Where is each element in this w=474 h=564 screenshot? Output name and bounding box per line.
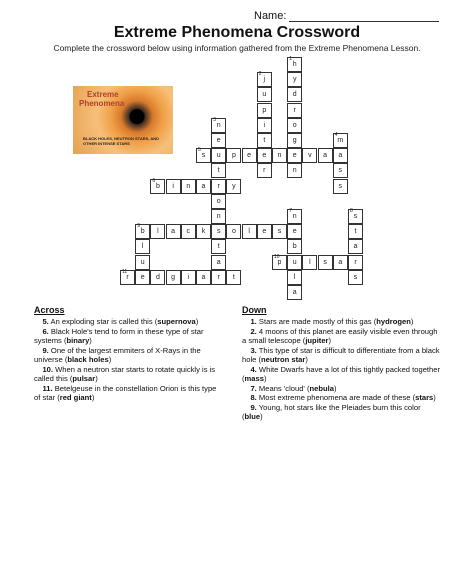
instructions: Complete the crossword below using information gathered from the Extreme Phenomena Lesson.: [53, 43, 421, 53]
clue-number: 4: [334, 132, 338, 138]
crossword-cell[interactable]: o: [287, 118, 302, 133]
crossword-cell[interactable]: o: [211, 194, 226, 209]
clue-down-2: 2. 4 moons of this planet are easily visible even through a small telescope (jupiter): [242, 326, 438, 345]
crossword-cell[interactable]: r 11: [120, 270, 135, 285]
crossword-cell[interactable]: r: [287, 103, 302, 118]
across-clues: [34, 317, 224, 403]
crossword-cell[interactable]: n 3: [211, 118, 226, 133]
crossword-cell[interactable]: l: [150, 224, 165, 239]
crossword-cell[interactable]: u: [135, 255, 150, 270]
crossword-cell[interactable]: y: [287, 72, 302, 87]
crossword-cell[interactable]: t: [348, 224, 363, 239]
crossword-cell[interactable]: h 1: [287, 57, 302, 72]
crossword-cell[interactable]: d: [287, 87, 302, 102]
clue-number: 11: [122, 268, 128, 275]
crossword-cell[interactable]: b 6: [150, 179, 165, 194]
clue-down-7: 7. Means 'cloud' (nebula): [250, 383, 337, 393]
crossword-cell[interactable]: n: [211, 209, 226, 224]
crossword-cell[interactable]: l: [287, 270, 302, 285]
crossword-cell[interactable]: u: [211, 148, 226, 163]
crossword-cell[interactable]: t: [257, 133, 272, 148]
crossword-cell[interactable]: a: [166, 224, 181, 239]
crossword-cell[interactable]: n: [181, 179, 196, 194]
crossword-cell[interactable]: k: [196, 224, 211, 239]
crossword-cell[interactable]: s: [211, 224, 226, 239]
crossword-cell[interactable]: p 10: [272, 255, 287, 270]
crossword-cell[interactable]: a: [348, 239, 363, 254]
crossword-cell[interactable]: d: [150, 270, 165, 285]
clue-down-9: 9. Young, hot stars like the Pleiades burn this color (blue): [242, 402, 421, 421]
crossword-cell[interactable]: g: [287, 133, 302, 148]
crossword-cell[interactable]: i: [181, 270, 196, 285]
crossword-cell[interactable]: r: [257, 163, 272, 178]
crossword-cell[interactable]: u: [287, 255, 302, 270]
crossword-cell[interactable]: c: [181, 224, 196, 239]
crossword-cell[interactable]: b 9: [135, 224, 150, 239]
crossword-cell[interactable]: s: [272, 224, 287, 239]
across-heading: Across: [34, 305, 65, 315]
page-title: Extreme Phenomena Crossword: [113, 24, 361, 41]
crossword-cell[interactable]: n: [272, 148, 287, 163]
cover-title-line2: Phenomena: [79, 99, 125, 108]
crossword-cell[interactable]: l: [135, 239, 150, 254]
crossword-cell[interactable]: e: [257, 148, 272, 163]
crossword-cell[interactable]: t: [226, 270, 241, 285]
crossword-cell[interactable]: s 8: [348, 209, 363, 224]
crossword-cell[interactable]: s: [348, 270, 363, 285]
crossword-cell[interactable]: r: [348, 255, 363, 270]
crossword-cell[interactable]: t: [211, 163, 226, 178]
clue-number: 9: [137, 223, 140, 230]
crossword-cell[interactable]: b: [287, 239, 302, 254]
crossword-cell[interactable]: a: [211, 255, 226, 270]
name-line: [254, 10, 439, 22]
crossword-cell[interactable]: n: [287, 163, 302, 178]
crossword-cell[interactable]: g: [166, 270, 181, 285]
crossword-cell[interactable]: a: [333, 255, 348, 270]
crossword-cell[interactable]: l: [242, 224, 257, 239]
clue-number: 10: [274, 253, 280, 260]
down-heading: Down: [242, 305, 267, 315]
clue-number: 8: [350, 208, 353, 214]
clue-down-4: 4. White Dwarfs have a lot of this tightly packed together (mass): [242, 364, 440, 383]
crossword-cell[interactable]: a: [333, 148, 348, 163]
clue-across-10: 10. When a neutron star starts to rotate quickly is is called this (pulsar): [34, 364, 216, 383]
crossword-cell[interactable]: j 2: [257, 72, 272, 87]
crossword-cell[interactable]: e: [257, 224, 272, 239]
clue-across-6: 6. Black Hole's tend to form in these type of star systems (binary): [34, 326, 204, 345]
cover-caption: BLACK HOLES, NEUTRON STARS, AND OTHER INTENSE STARS: [83, 136, 159, 146]
clue-number: 5: [198, 147, 201, 154]
clue-number: 6: [152, 177, 156, 184]
crossword-cell[interactable]: s: [318, 255, 333, 270]
crossword-cell[interactable]: s 5: [196, 148, 211, 163]
clue-number: 1: [289, 56, 292, 62]
crossword-cell[interactable]: o: [226, 224, 241, 239]
crossword-cell[interactable]: r: [211, 270, 226, 285]
cover-title-line1: Extreme: [87, 90, 119, 99]
crossword-cell[interactable]: l: [302, 255, 317, 270]
down-clues: [242, 317, 442, 422]
cover-image: [73, 86, 173, 154]
name-field[interactable]: [289, 10, 439, 22]
crossword-cell[interactable]: e: [242, 148, 257, 163]
crossword-cell[interactable]: y: [226, 179, 241, 194]
clue-down-8: 8. Most extreme phenomena are made of these (stars): [250, 393, 436, 402]
clue-down-3: 3. This type of star is difficult to differentiate from a black hole (neutron star): [242, 345, 440, 364]
crossword-cell[interactable]: v: [302, 148, 317, 163]
crossword-cell[interactable]: e: [287, 148, 302, 163]
crossword-cell[interactable]: n 7: [287, 209, 302, 224]
crossword-cell[interactable]: e: [135, 270, 150, 285]
crossword-cell[interactable]: s: [333, 179, 348, 194]
crossword-cell[interactable]: a: [196, 179, 211, 194]
clue-number: 2: [258, 71, 262, 78]
crossword-cell[interactable]: a: [196, 270, 211, 285]
clue-number: 7: [289, 208, 292, 214]
crossword-cell[interactable]: i: [166, 179, 181, 194]
clue-number: 3: [213, 116, 216, 123]
clue-across-11: 11. Betelgeuse in the constellation Orion is this type of star (red giant): [34, 383, 217, 402]
crossword-cell[interactable]: p: [257, 103, 272, 118]
name-label: Name:: [254, 10, 287, 22]
crossword-cell[interactable]: t: [211, 239, 226, 254]
crossword-cell[interactable]: s: [333, 163, 348, 178]
crossword-cell[interactable]: m 4: [333, 133, 348, 148]
crossword-cell[interactable]: a: [318, 148, 333, 163]
clue-across-9: 9. One of the largest emmiters of X-Rays in the universe (black holes): [34, 345, 201, 364]
clue-down-1: 1. Stars are made mostly of this gas (hydrogen): [250, 317, 414, 326]
crossword-cell[interactable]: r: [211, 179, 226, 194]
clue-across-5: 5. An exploding star is called this (supernova): [42, 317, 199, 326]
crossword-cell[interactable]: e: [211, 133, 226, 148]
crossword-cell[interactable]: i: [257, 118, 272, 133]
crossword-cell[interactable]: e: [287, 224, 302, 239]
crossword-cell[interactable]: p: [226, 148, 241, 163]
crossword-cell[interactable]: u: [257, 87, 272, 102]
crossword-cell[interactable]: a: [287, 285, 302, 300]
